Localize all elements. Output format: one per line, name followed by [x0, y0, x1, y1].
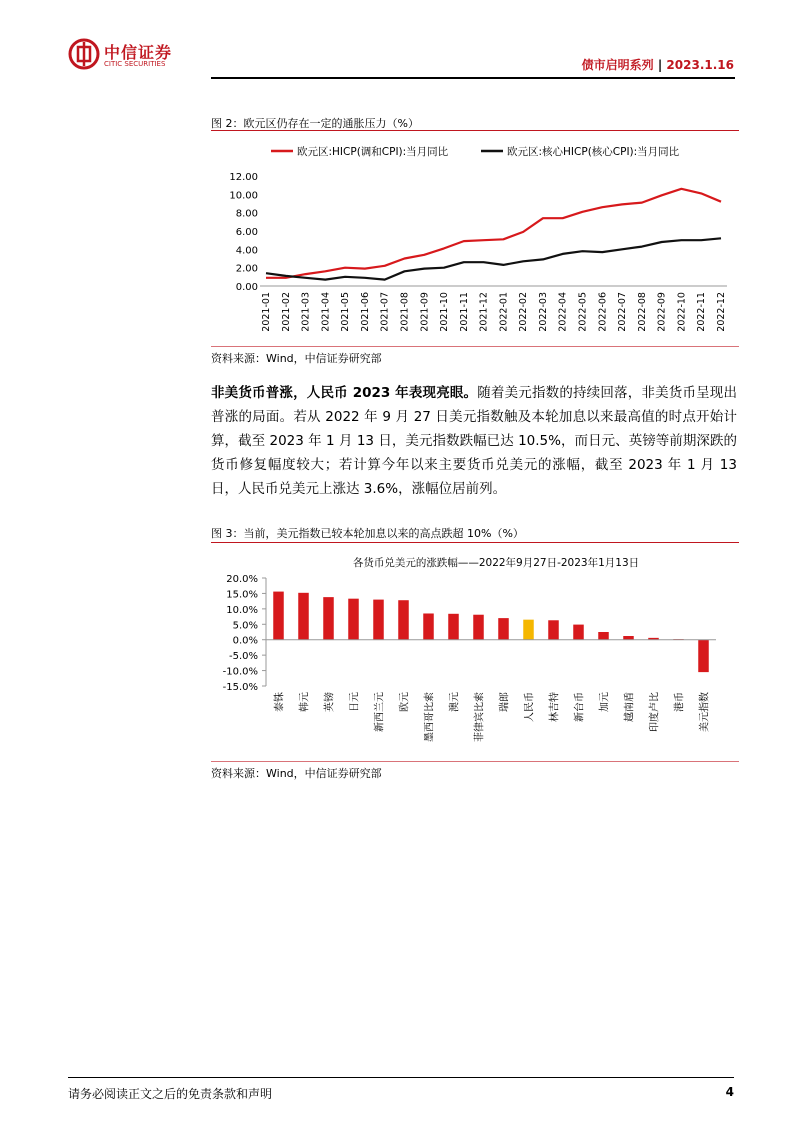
- category-label: 韩元: [299, 692, 311, 712]
- x-tick-label: 2022-09: [656, 292, 668, 332]
- bar-13: [598, 632, 609, 640]
- logo-text-en: CITIC SECURITIES: [104, 60, 166, 68]
- y-tick-label: -15.0%: [222, 682, 258, 693]
- series-label: 债市启明系列 | 2023.1.16: [581, 58, 734, 72]
- footer-divider: [68, 1077, 734, 1078]
- x-tick-label: 2021-05: [340, 292, 352, 332]
- chart-title: 各货币兑美元的涨跌幅——2022年9月27日-2023年1月13日: [352, 557, 640, 569]
- category-label: 澳元: [449, 692, 461, 712]
- figure3-top-rule: [211, 542, 739, 543]
- header-divider: [211, 77, 735, 79]
- bar-17: [698, 640, 709, 672]
- bar-11: [548, 620, 559, 639]
- category-label: 日元: [349, 692, 361, 712]
- bar-9: [498, 618, 509, 640]
- bar-3: [348, 599, 359, 640]
- category-label: 加元: [599, 692, 611, 712]
- y-tick-label: 6.00: [235, 227, 258, 238]
- category-label: 人民币: [524, 692, 536, 722]
- y-tick-label: 0.0%: [232, 635, 258, 647]
- category-label: 印度卢比: [649, 692, 661, 732]
- x-tick-label: 2022-02: [518, 292, 530, 332]
- y-tick-label: 12.00: [229, 172, 258, 183]
- figure3-caption: 图 3：当前，美元指数已较本轮加息以来的高点跌超 10%（%）: [211, 527, 524, 540]
- bar-1: [298, 593, 309, 640]
- category-label: 英镑: [324, 692, 336, 712]
- figure3-bottom-rule: [211, 761, 739, 762]
- series-line-1: [266, 238, 721, 279]
- x-tick-label: 2022-03: [537, 292, 549, 332]
- logo-text-cn: 中信证券: [104, 43, 173, 62]
- figure2-top-rule: [211, 130, 739, 131]
- category-label: 欧元: [399, 692, 411, 712]
- x-tick-label: 2021-06: [359, 292, 371, 332]
- y-tick-label: -10.0%: [222, 666, 258, 678]
- x-tick-label: 2022-05: [577, 292, 589, 332]
- bar-5: [398, 600, 409, 639]
- y-tick-label: -5.0%: [228, 651, 258, 663]
- category-label: 菲律宾比索: [474, 692, 486, 742]
- x-tick-label: 2021-04: [320, 292, 332, 332]
- x-tick-label: 2021-10: [439, 292, 451, 332]
- company-logo: [68, 38, 178, 74]
- bar-7: [448, 614, 459, 640]
- body-paragraph: [211, 381, 737, 501]
- x-tick-label: 2021-09: [419, 292, 431, 332]
- y-tick-label: 2.00: [235, 263, 258, 275]
- x-tick-label: 2022-11: [696, 292, 708, 332]
- figure2-source: 资料来源：Wind，中信证券研究部: [211, 352, 382, 365]
- x-tick-label: 2022-06: [597, 292, 609, 332]
- y-tick-label: 20.0%: [226, 574, 258, 585]
- series-name: 债市启明系列: [581, 58, 654, 72]
- y-tick-label: 10.00: [229, 190, 258, 202]
- category-label: 新台币: [574, 692, 586, 722]
- x-tick-label: 2021-12: [478, 292, 490, 332]
- category-label: 越南盾: [624, 692, 636, 722]
- legend-label-0: 欧元区:HICP(调和CPI):当月同比: [297, 146, 449, 158]
- category-label: 美元指数: [699, 692, 711, 732]
- category-label: 港币: [674, 692, 686, 712]
- bar-4: [373, 600, 384, 640]
- bar-2: [323, 597, 334, 640]
- x-tick-label: 2021-08: [399, 292, 411, 332]
- paragraph-lead: 非美货币普涨，人民币 2023 年表现亮眼。: [211, 385, 478, 401]
- y-tick-label: 0.00: [235, 282, 258, 293]
- category-label: 新西兰元: [374, 692, 386, 732]
- bar-10: [523, 620, 534, 640]
- bar-12: [573, 625, 584, 640]
- page-number: 4: [725, 1085, 734, 1099]
- category-label: 瑞郎: [499, 692, 511, 712]
- x-tick-label: 2022-01: [498, 292, 510, 332]
- x-tick-label: 2021-03: [300, 292, 312, 332]
- x-tick-label: 2022-08: [636, 292, 648, 332]
- footer-disclaimer: 请务必阅读正文之后的免责条款和声明: [68, 1087, 273, 1101]
- citic-logo-icon: [68, 38, 100, 70]
- category-label: 泰铢: [274, 692, 286, 712]
- x-tick-label: 2021-07: [379, 292, 391, 332]
- y-tick-label: 15.0%: [226, 589, 258, 601]
- x-tick-label: 2022-07: [617, 292, 629, 332]
- figure2-bottom-rule: [211, 346, 739, 347]
- bar-6: [423, 613, 434, 639]
- bar-14: [623, 636, 634, 640]
- hicp-line-chart: [211, 134, 739, 344]
- y-tick-label: 5.0%: [232, 620, 258, 632]
- category-label: 林吉特: [549, 692, 561, 722]
- bar-8: [473, 615, 484, 640]
- report-date: 2023.1.16: [666, 58, 734, 72]
- x-tick-label: 2021-01: [261, 292, 272, 332]
- x-tick-label: 2022-10: [676, 292, 688, 332]
- x-tick-label: 2021-11: [458, 292, 470, 332]
- y-tick-label: 10.0%: [226, 604, 258, 616]
- figure2-caption: 图 2：欧元区仍存在一定的通胀压力（%）: [211, 117, 419, 130]
- x-tick-label: 2022-12: [716, 292, 727, 332]
- x-tick-label: 2021-02: [280, 292, 292, 332]
- figure3-source: 资料来源：Wind，中信证券研究部: [211, 767, 382, 780]
- category-label: 墨西哥比索: [424, 692, 436, 742]
- y-tick-label: 8.00: [235, 208, 258, 220]
- fx-bar-chart: [211, 548, 739, 760]
- bar-0: [273, 592, 284, 640]
- paragraph-text: 随着美元指数的持续回落，非美货币呈现出普涨的局面。若从 2022 年 9 月 27 日美元指数触及本轮加息以来最高值的时点开始计算，截至 2023 年 1 月 13 日，美元指数跌幅已达 10.5%，而日元、英镑等前期深跌的货币修复幅度较大；若计算今年以来主要货币兑美元的涨幅，截至 2023 年 1 月 13 日，人民币兑美元上涨达 3.6%，涨幅位居前列。: [211, 385, 737, 497]
- legend-label-1: 欧元区:核心HICP(核心CPI):当月同比: [507, 146, 680, 158]
- y-tick-label: 4.00: [235, 245, 258, 257]
- x-tick-label: 2022-04: [557, 292, 569, 332]
